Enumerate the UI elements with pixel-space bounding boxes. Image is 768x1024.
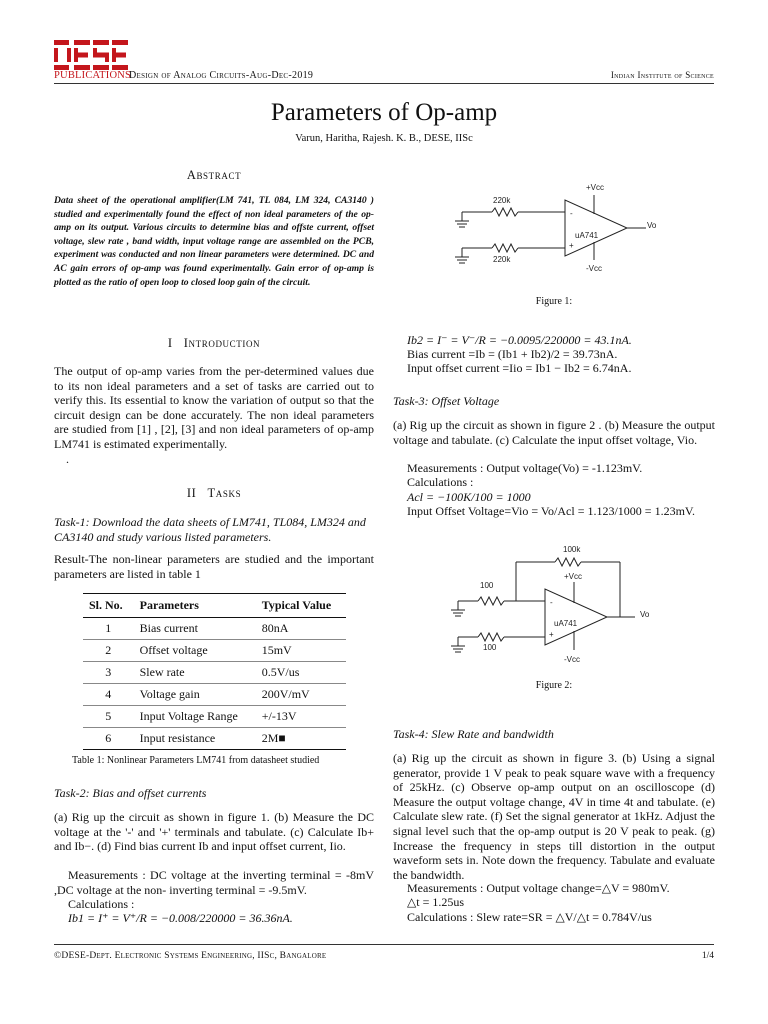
task-2-title: Task-2: Bias and offset currents [54,786,207,800]
figure-1-caption: Figure 1: [535,296,573,307]
table-cell: Bias current [134,618,256,640]
fig2-vcc-neg: -Vcc [564,655,580,664]
task-3-measurements: Measurements : Output voltage(Vo) = -1.123mV. [407,461,643,475]
institute-name: Indian Institute of Science [610,70,714,80]
task-3-equation-2: Input Offset Voltage=Vio = Vo/Acl = 1.123/1000 = 1.23mV. [407,504,696,518]
task-4-measurements: Measurements : Output voltage change=△V = 980mV. [407,881,670,895]
dese-logo [54,40,128,70]
task-3-calc-label: Calculations : [407,475,474,489]
fig1-opamp-label: uA741 [575,231,599,240]
authors: Varun, Haritha, Rajesh. K. B., DESE, IISc [295,133,473,144]
fig2-r-top: 100 [480,581,494,590]
fig2-output-label: Vo [640,610,650,619]
result-text: Result-The non-linear parameters are studied and the important parameters are listed in table 1 [54,552,374,581]
table-cell: 200V/mV [256,684,346,706]
task-3-equation-1: Acl = −100K/100 = 1000 [407,490,531,504]
abstract-heading: Abstract [186,168,242,182]
table-row [83,662,346,684]
table-cell: 0.5V/us [256,662,346,684]
table-row [83,684,346,706]
footer-text: ©DESE-Dept. Electronic Systems Engineering, IISc, Bangalore [54,951,327,961]
table-cell: Voltage gain [134,684,256,706]
resistor-220k-top [492,208,518,216]
fig1-output-label: Vo [647,221,657,230]
table-cell: 80nA [256,618,346,640]
table-cell: Offset voltage [134,640,256,662]
task-2-equation-2: Ib2 = I⁻ = V⁻/R = −0.0095/220000 = 43.1nA. [407,333,632,347]
paper-title: Parameters of Op-amp [270,99,498,126]
task-2-equation-4: Input offset current =Iio = Ib1 − Ib2 = 6.74nA. [407,361,632,375]
abstract-text: Data sheet of the operational amplifier(LM 741, TL 084, LM 324, CA3140 ) studied and experimentally found the effect of non ideal parameters of the op-amp on its output. Various circuits to determine bias and offste current, offset voltage, slew rate , band width, input voltage range are assembled on the PCB, experiment was conducted and non linear parameters were determined. DC and AC gain errors of op-amp was found experimentally. Gain error of op-amp is plotted as the ratio of open loop to closed loop gain of the circuit. [54,195,374,288]
resistor-100k-feedback [555,558,581,566]
svg-text:+: + [569,241,574,250]
table-cell: 4 [83,684,134,706]
task-2-calc-label: Calculations : [68,897,135,911]
table-cell: Input Voltage Range [134,706,256,728]
opamp-symbol [545,589,607,645]
fig1-vcc-neg: -Vcc [586,264,602,273]
table-row [83,728,346,750]
table-header: Parameters [134,594,256,618]
header-rule [54,83,714,84]
resistor-100-top [478,597,504,605]
task-4-calc: Calculations : Slew rate=SR = △V/△t = 0.784V/us [407,910,652,924]
section-2-heading: II Tasks [186,486,242,500]
stray-dot: . [66,452,69,466]
fig2-vcc-pos: +Vcc [564,572,583,581]
task-4-dt: △t = 1.25us [407,895,464,909]
task-3-title: Task-3: Offset Voltage [393,394,500,408]
table-cell: 2M■ [256,728,346,750]
table-cell: Slew rate [134,662,256,684]
table-cell: 1 [83,618,134,640]
table-cell: +/-13V [256,706,346,728]
task-2-equation-3: Bias current =Ib = (Ib1 + Ib2)/2 = 39.73nA. [407,347,618,361]
section-1-heading: I Introduction [167,336,261,350]
fig1-vcc-pos: +Vcc [586,183,605,192]
fig2-rf-label: 100k [563,545,581,554]
introduction-text: The output of op-amp varies from the per-determined values due to its non ideal parameters and a set of tasks are carried out to verify this. Its essential to know the variation of output so that the circuit design can be done accurately. The non ideal parameters are studied from [1] , [2], [3] and non ideal parameters of op-amp LM741 is estimated experimentally. [54,364,374,451]
table-header-row [83,594,346,618]
figure-1-circuit [440,178,670,278]
resistor-220k-bottom [492,244,518,252]
task-3-text: (a) Rig up the circuit as shown in figure 2 . (b) Measure the output voltage and tabulate. (c) Calculate the input offset voltage, Vio. [393,418,715,447]
page-number: 1/4 [701,951,714,961]
task-2-equation: Ib1 = I⁺ = V⁺/R = −0.008/220000 = 36.36nA. [68,911,293,925]
svg-text:-: - [550,598,553,607]
resistor-100-bottom [478,633,504,641]
course-title: Design of Analog Circuits-Aug-Dec-2019 [129,70,314,81]
table-cell: Input resistance [134,728,256,750]
opamp-symbol [565,200,627,256]
fig2-opamp-label: uA741 [554,619,578,628]
table-cell: 15mV [256,640,346,662]
table-header: Sl. No. [83,594,134,618]
fig2-r-bottom: 100 [483,643,497,652]
svg-text:-: - [570,209,573,218]
publications-label: PUBLICATIONS [54,70,132,81]
table-row [83,618,346,640]
footer-rule [54,944,714,945]
table-row [83,706,346,728]
task-4-title: Task-4: Slew Rate and bandwidth [393,727,554,741]
svg-text:+: + [549,630,554,639]
table-row [83,640,346,662]
table-caption: Table 1: Nonlinear Parameters LM741 from datasheet studied [72,755,320,766]
task-4-text: (a) Rig up the circuit as shown in figure 3. (b) Using a signal generator, provide 1 V peak to peak square wave with a frequency of 25kHz. (c) Observe op-amp output on an oscilloscope (d) Measure the output voltage change, 4V in time 4t and tabulate. (e) Calculate slew rate. (f) Set the signal generator at 1kHz. Adjust the signal level such that the op-amp output is 20 V peak to peak. (g) Increase the frequency in steps till distortion in the output waveform sets in. Note down the frequency. Tabulate and evaluate the bandwidth. [393,751,715,882]
task-2-text: (a) Rig up the circuit as shown in figure 1. (b) Measure the DC voltage at the '-' and '+' terminals and tabulate. (c) Calculate Ib+ and Ib−. (d) Find bias current Ib and input offset current, Iio. [54,810,374,854]
fig1-r-bottom: 220k [493,255,511,264]
task-2-measurements: Measurements : DC voltage at the inverting terminal = -8mV ,DC voltage at the non- inverting terminal = -9.5mV. [54,868,374,897]
table-cell: 3 [83,662,134,684]
table-cell: 5 [83,706,134,728]
parameters-table [83,593,346,750]
table-cell: 2 [83,640,134,662]
fig1-r-top: 220k [493,196,511,205]
figure-2-circuit [440,542,670,667]
table-cell: 6 [83,728,134,750]
figure-2-caption: Figure 2: [535,680,573,691]
table-header: Typical Value [256,594,346,618]
task-1-text: Task-1: Download the data sheets of LM741, TL084, LM324 and CA3140 and study various listed parameters. [54,515,366,544]
